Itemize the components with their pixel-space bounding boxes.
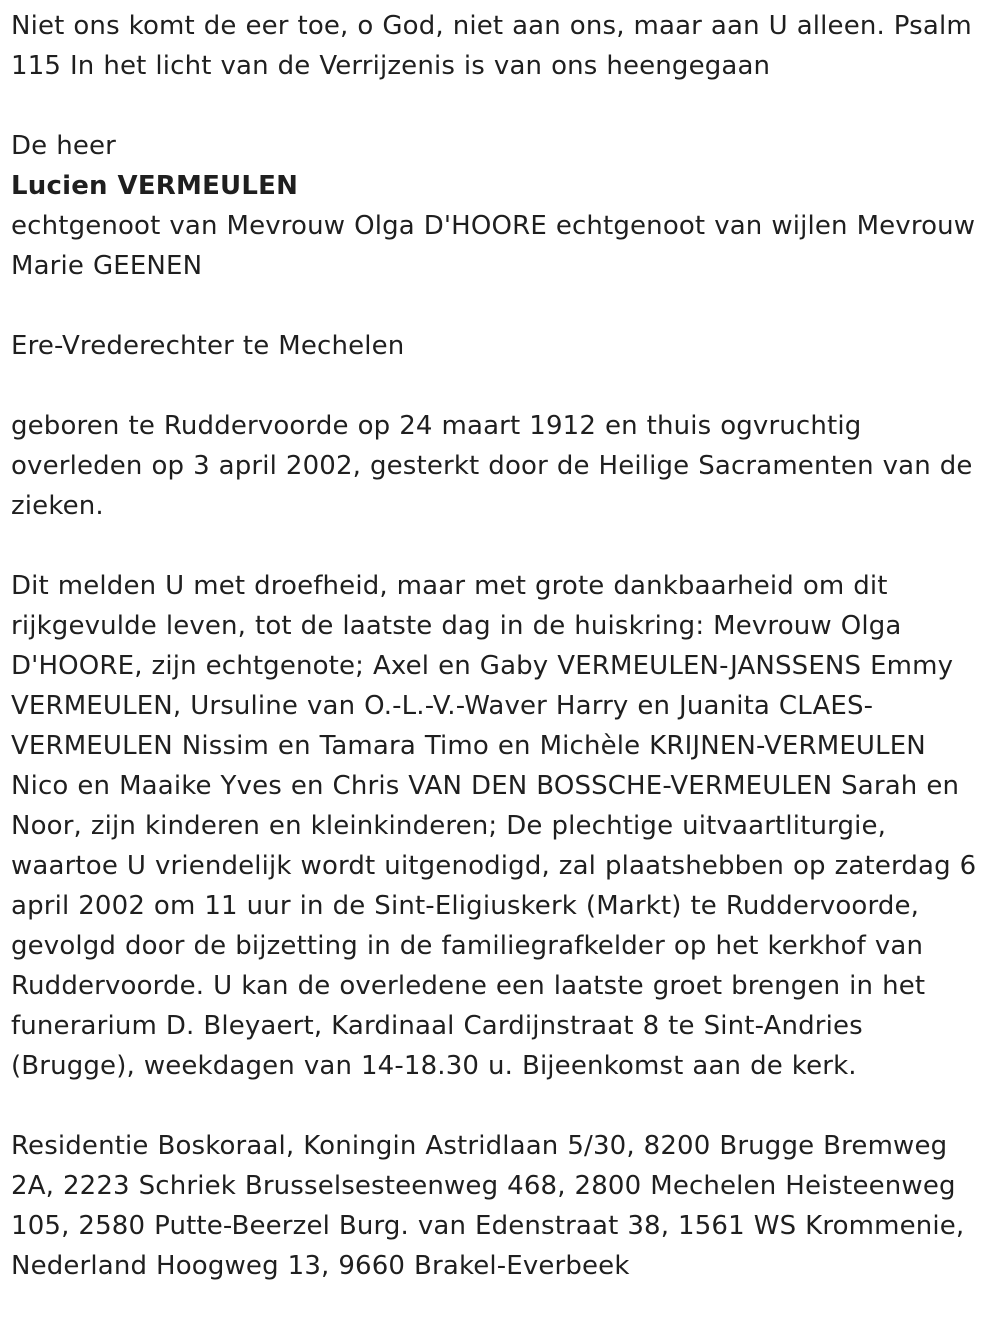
addresses-paragraph: Residentie Boskoraal, Koningin Astridlaan 5/30, 8200 Brugge Bremweg 2A, 2223 Schriek Brusselsesteenweg 468, 2800 Mechelen Heisteenweg 105, 2580 Putte-Beerzel Burg. van Edenstraat 38, 1561 WS Krommenie, Nederland Hoogweg 13, 9660 Brakel-Everbeek [11, 1131, 965, 1281]
occupation-line: Ere-Vrederechter te Mechelen [11, 331, 405, 361]
deceased-name: Lucien VERMEULEN [11, 171, 299, 201]
title-prefix: De heer [11, 131, 116, 161]
opening-verse: Niet ons komt de eer toe, o God, niet aan ons, maar aan U alleen. Psalm 115 In het licht van de Verrijzenis is van ons heengegaan [11, 11, 972, 81]
spouses-line: echtgenoot van Mevrouw Olga D'HOORE echtgenoot van wijlen Mevrouw Marie GEENEN [11, 211, 976, 281]
birth-death-line: geboren te Ruddervoorde op 24 maart 1912 en thuis ogvruchtig overleden op 3 april 2002, gesterkt door de Heilige Sacramenten van de zieken. [11, 411, 973, 521]
announcement-paragraph: Dit melden U met droefheid, maar met grote dankbaarheid om dit rijkgevulde leven, tot de laatste dag in de huiskring: Mevrouw Olga D'HOORE, zijn echtgenote; Axel en Gaby VERMEULEN-JANSSENS Emmy VERMEULEN, Ursuline van O.-L.-V.-Waver Harry en Juanita CLAES-VERMEULEN Nissim en Tamara Timo en Michèle KRIJNEN-VERMEULEN Nico en Maaike Yves en Chris VAN DEN BOSSCHE-VERMEULEN Sarah en Noor, zijn kinderen en kleinkinderen; De plechtige uitvaartliturgie, waartoe U vriendelijk wordt uitgenodigd, zal plaatshebben op zaterdag 6 april 2002 om 11 uur in de Sint-Eligiuskerk (Markt) te Ruddervoorde, gevolgd door de bijzetting in de familiegrafkelder op het kerkhof van Ruddervoorde. U kan de overledene een laatste groet brengen in het funerarium D. Bleyaert, Kardinaal Cardijnstraat 8 te Sint-Andries (Brugge), weekdagen van 14-18.30 u. Bijeenkomst aan de kerk. [11, 571, 977, 1081]
